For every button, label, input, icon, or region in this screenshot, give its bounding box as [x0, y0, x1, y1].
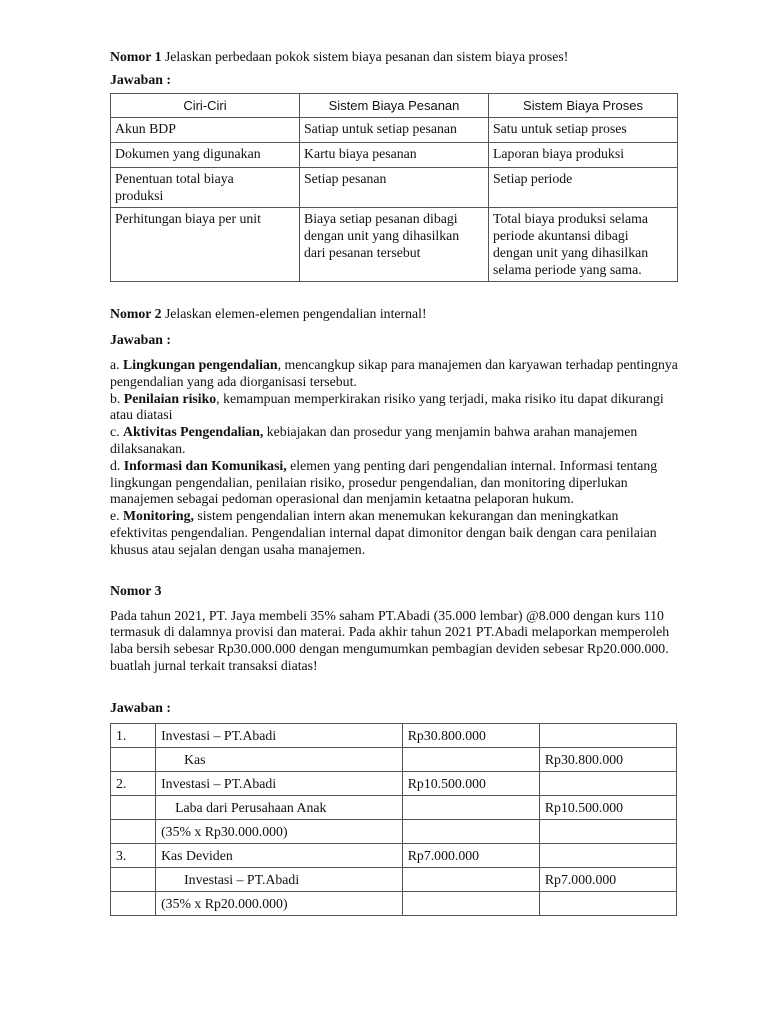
- list-item-body: , kemampuan memperkirakan risiko yang terjadi, maka risiko itu dapat dikurangi atau diatasi: [110, 390, 664, 423]
- table-cell: Rp30.800.000: [539, 747, 676, 771]
- list-item: [110, 458, 678, 508]
- list-item-term: Informasi dan Komunikasi,: [123, 457, 287, 473]
- answer-3-label: Jawaban :: [110, 699, 171, 715]
- table-row: [111, 208, 678, 282]
- table-cell: Rp10.500.000: [402, 771, 539, 795]
- list-item: [110, 357, 678, 391]
- question-3-text: Pada tahun 2021, PT. Jaya membeli 35% saham PT.Abadi (35.000 lembar) @8.000 dengan kurs 110 termasuk di dalamnya provisi dan materai. Pada akhir tahun 2021 PT.Abadi melaporkan memperoleh laba bersih sebesar Rp30.000.000 dengan mengumumkan pembagian deviden sebesar Rp20.000.000. buatlah jurnal terkait transaksi diatas!: [110, 607, 670, 673]
- list-item-body: kebiajakan dan prosedur yang menjamin bahwa arahan manajemen dilaksanakan.: [110, 424, 638, 456]
- table-cell: Investasi – PT.Abadi: [156, 771, 403, 795]
- table-cell: Rp7.000.000: [402, 843, 539, 867]
- table-cell: Investasi – PT.Abadi: [156, 867, 403, 891]
- table-cell: Satu untuk setiap proses: [489, 118, 678, 143]
- table-cell: Satiap untuk setiap pesanan: [300, 118, 489, 143]
- table-cell: [111, 819, 156, 843]
- table-row: [111, 891, 677, 915]
- table-header: Ciri-Ciri: [111, 94, 300, 118]
- list-item-body: elemen yang penting dari pengendalian internal. Informasi tentang lingkungan pengendalian, penilaian risiko, prosedur pengendalian, dan monitoring diperlukan manajemen sebagai pedoman operasional dan menjamin ketaatna pelaporan hukum.: [110, 457, 658, 507]
- table-cell: [402, 747, 539, 771]
- question-1: [110, 48, 678, 65]
- list-item-prefix: e.: [110, 508, 124, 524]
- table-cell: Rp30.800.000: [402, 723, 539, 747]
- table-cell: [111, 891, 156, 915]
- table-row: [111, 867, 677, 891]
- list-item: [110, 424, 678, 458]
- list-item-term: Monitoring,: [123, 508, 194, 524]
- table-cell: [402, 867, 539, 891]
- table-cell: Laba dari Perusahaan Anak: [156, 795, 403, 819]
- table-cell: [539, 819, 676, 843]
- table-cell: Setiap periode: [489, 168, 678, 208]
- cost-system-table: [110, 93, 678, 282]
- table-row: [111, 747, 677, 771]
- table-cell: 3.: [111, 843, 156, 867]
- table-row: [111, 819, 677, 843]
- list-item-term: Penilaian risiko: [123, 390, 217, 406]
- table-row: [111, 168, 678, 208]
- table-cell: Setiap pesanan: [300, 168, 489, 208]
- table-cell: Perhitungan biaya per unit: [111, 208, 300, 282]
- table-cell: [402, 795, 539, 819]
- table-cell: Kas: [156, 747, 403, 771]
- table-cell: Investasi – PT.Abadi: [156, 723, 403, 747]
- table-cell: [539, 843, 676, 867]
- list-item-body: sistem pengendalian intern akan menemukan kekurangan dan meningkatkan efektivitas pengendalian. Pengendalian internal dapat dimonitor dengan baik dengan cara penilaian khusus atau sejalan dengan usaha manajemen.: [110, 508, 657, 557]
- table-cell: [111, 795, 156, 819]
- list-item-prefix: d.: [110, 457, 124, 473]
- table-cell: Biaya setiap pesanan dibagi dengan unit yang dihasilkan dari pesanan tersebut: [300, 208, 489, 282]
- table-cell: (35% x Rp20.000.000): [156, 891, 403, 915]
- answer-2-label: Jawaban :: [110, 332, 171, 347]
- table-cell: [402, 819, 539, 843]
- table-cell: 2.: [111, 771, 156, 795]
- table-cell: (35% x Rp30.000.000): [156, 819, 403, 843]
- table-header: Sistem Biaya Pesanan: [300, 94, 489, 118]
- table-cell: [539, 723, 676, 747]
- question-2-number: Nomor 2: [110, 306, 162, 321]
- table-cell: Rp7.000.000: [539, 867, 676, 891]
- question-1-text: Jelaskan perbedaan pokok sistem biaya pesanan dan sistem biaya proses!: [164, 49, 569, 64]
- table-cell: Rp10.500.000: [539, 795, 676, 819]
- table-cell: Penentuan total biaya produksi: [111, 168, 300, 208]
- table-cell: [111, 867, 156, 891]
- table-row: [111, 723, 677, 747]
- list-item-prefix: c.: [110, 424, 124, 440]
- table-cell: [111, 747, 156, 771]
- question-2-text: Jelaskan elemen-elemen pengendalian internal!: [164, 306, 427, 321]
- question-3-number: Nomor 3: [110, 582, 162, 598]
- table-cell: [402, 891, 539, 915]
- table-row: [111, 771, 677, 795]
- table-cell: Laporan biaya produksi: [489, 143, 678, 168]
- table-cell: Kas Deviden: [156, 843, 403, 867]
- table-cell: 1.: [111, 723, 156, 747]
- list-item-body: , mencangkup sikap para manajemen dan karyawan terhadap pentingnya pengendalian yang ada diorganisasi tersebut.: [110, 357, 678, 389]
- journal-table: [110, 723, 677, 916]
- list-item-prefix: a.: [110, 357, 124, 372]
- table-cell: [539, 771, 676, 795]
- table-row: [111, 118, 678, 143]
- table-cell: Total biaya produksi selama periode akuntansi dibagi dengan unit yang dihasilkan selama periode yang sama.: [489, 208, 678, 282]
- table-cell: [539, 891, 676, 915]
- table-row: [111, 795, 677, 819]
- table-cell: Kartu biaya pesanan: [300, 143, 489, 168]
- table-row: [111, 143, 678, 168]
- list-item-prefix: b.: [110, 390, 124, 406]
- question-2: [110, 305, 678, 322]
- table-header: Sistem Biaya Proses: [489, 94, 678, 118]
- list-item: [110, 391, 678, 425]
- list-item-term: Lingkungan pengendalian: [123, 357, 278, 372]
- table-header-row: [111, 94, 678, 118]
- question-1-number: Nomor 1: [110, 49, 162, 64]
- list-item: [110, 508, 678, 558]
- document-page: [110, 48, 678, 916]
- table-cell: Dokumen yang digunakan: [111, 143, 300, 168]
- table-cell: Akun BDP: [111, 118, 300, 143]
- answer-1-label: Jawaban :: [110, 72, 171, 87]
- list-item-term: Aktivitas Pengendalian,: [123, 424, 264, 440]
- table-row: [111, 843, 677, 867]
